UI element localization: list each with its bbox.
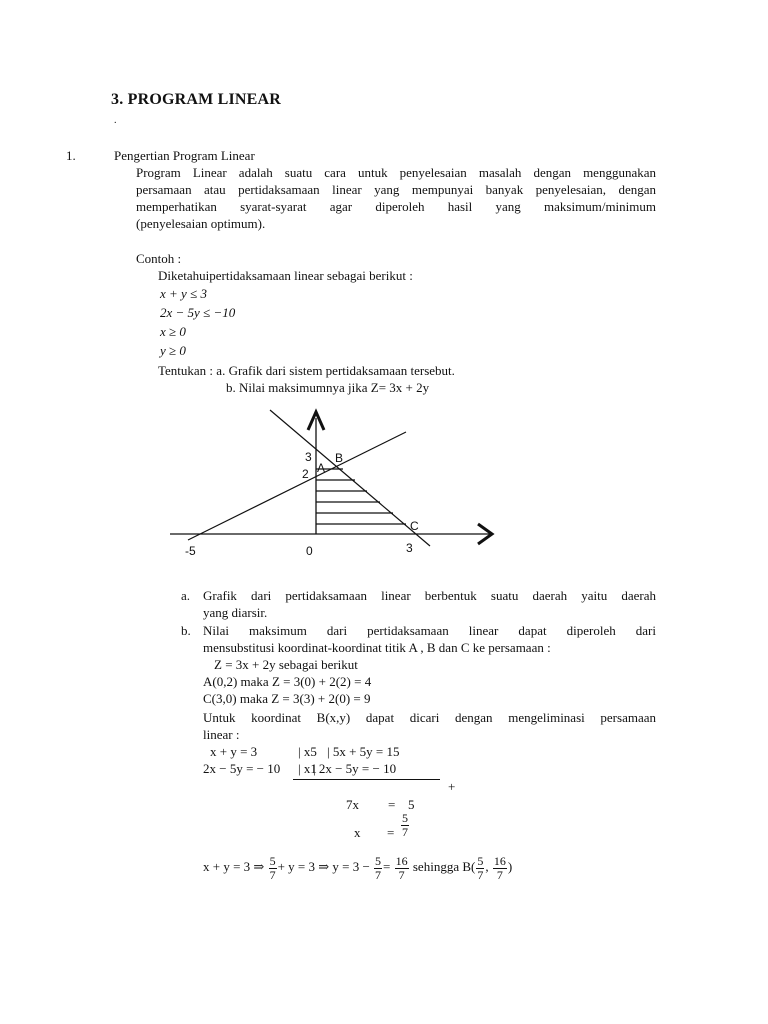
- shaded-region: [316, 469, 406, 524]
- given-text: Diketahuipertidaksamaan linear sebagai berikut :: [158, 268, 413, 283]
- x-fraction-denominator: 7: [402, 825, 408, 839]
- x-equals: =: [387, 825, 395, 840]
- section-title: Pengertian Program Linear: [114, 148, 255, 163]
- sum-equals: =: [388, 797, 396, 812]
- answer-b-line-1: Nilai maksimum dari pertidaksamaan linear dapat diperoleh dari: [203, 623, 656, 638]
- elimination-line-2: linear :: [203, 727, 240, 742]
- x-tick-3: 3: [406, 541, 413, 555]
- origin-label: 0: [306, 544, 313, 558]
- point-c-label: C: [410, 519, 419, 533]
- answer-a-marker: a.: [181, 588, 191, 603]
- final-frac-4-den: 7: [477, 867, 484, 882]
- equation-2-result: | 2x − 5y = − 10: [313, 761, 397, 776]
- elimination-line-1: Untuk koordinat B(x,y) dapat dicari dengan mengeliminasi persamaan: [203, 710, 656, 725]
- point-a-label: A: [317, 461, 326, 475]
- equation-2-left: 2x − 5y = − 10: [203, 761, 281, 776]
- definition-line-2: persamaan atau pertidaksamaan linear yang mempunyai banyak penyelesaian, dengan: [136, 182, 656, 197]
- task-a: Tentukan : a. Grafik dari sistem pertidaksamaan tersebut.: [158, 363, 455, 378]
- point-b-label: B: [335, 451, 344, 465]
- sum-right: 5: [408, 797, 415, 812]
- final-frac-1-den: 7: [269, 867, 276, 882]
- point-a-evaluation: A(0,2) maka Z = 3(0) + 2(2) = 4: [203, 674, 372, 689]
- equation-1-left: x + y = 3: [210, 744, 258, 759]
- plus-sign: +: [448, 779, 456, 794]
- final-frac-3-num: 16: [395, 853, 408, 868]
- equation-1-multiplier: | x5: [298, 744, 317, 759]
- x-fraction: [400, 812, 410, 839]
- inequality-2: 2x − 5y ≤ −10: [160, 305, 236, 320]
- equation-1-result: | 5x + 5y = 15: [327, 744, 400, 759]
- definition-line-4: (penyelesaian optimum).: [136, 216, 266, 231]
- z-function-line: Z = 3x + 2y sebagai berikut: [214, 657, 358, 672]
- x-tick-neg5: -5: [185, 544, 196, 558]
- answer-a-line-1: Grafik dari pertidaksamaan linear berbentuk suatu daerah yaitu daerah: [203, 588, 656, 603]
- answer-a-line-2: yang diarsir.: [203, 605, 268, 620]
- x-fraction-numerator: 5: [402, 811, 408, 825]
- task-b: b. Nilai maksimumnya jika Z= 3x + 2y: [226, 380, 430, 395]
- final-frac-5-den: 7: [496, 867, 503, 882]
- final-part-6: ): [507, 859, 513, 874]
- inequality-3: x ≥ 0: [160, 324, 186, 339]
- equation-2-multiplier: | x1: [298, 761, 317, 776]
- page-title: 3. PROGRAM LINEAR: [111, 91, 282, 108]
- final-frac-2-num: 5: [375, 853, 382, 868]
- inequality-1: x + y ≤ 3: [160, 286, 207, 301]
- definition-line-3: memperhatikan syarat-syarat agar diperoleh hasil yang maksimum/minimum: [136, 199, 656, 214]
- sum-rule: [293, 779, 440, 780]
- final-result-line: [203, 852, 512, 882]
- sum-left: 7x: [346, 797, 359, 812]
- answer-b-marker: b.: [181, 623, 191, 638]
- definition-line-1: Program Linear adalah suatu cara untuk penyelesaian masalah dengan menggunakan: [136, 165, 656, 180]
- final-part-4: sehingga B(: [412, 859, 476, 874]
- answer-b-line-2: mensubstitusi koordinat-koordinat titik A , B dan C ke persamaan :: [203, 640, 551, 655]
- final-frac-1-num: 5: [269, 853, 276, 868]
- final-part-3: =: [383, 859, 391, 874]
- dot-mark: .: [114, 115, 117, 126]
- final-part-2: + y = 3 ⇒ y = 3 −: [277, 859, 370, 874]
- y-tick-3: 3: [305, 450, 312, 464]
- point-c-evaluation: C(3,0) maka Z = 3(3) + 2(0) = 9: [203, 691, 371, 706]
- y-tick-2: 2: [302, 467, 309, 481]
- final-frac-4-num: 5: [477, 853, 484, 868]
- final-part-5: ,: [485, 859, 489, 874]
- inequality-4: y ≥ 0: [160, 343, 186, 358]
- final-part-1: x + y = 3 ⇒: [203, 859, 265, 874]
- line-x-plus-y: [270, 410, 430, 546]
- final-frac-2-den: 7: [375, 867, 382, 882]
- section-number: 1.: [66, 148, 76, 163]
- final-frac-3-den: 7: [398, 867, 405, 882]
- final-frac-5-num: 16: [493, 853, 506, 868]
- x-left: x: [354, 825, 361, 840]
- example-label: Contoh :: [136, 251, 182, 266]
